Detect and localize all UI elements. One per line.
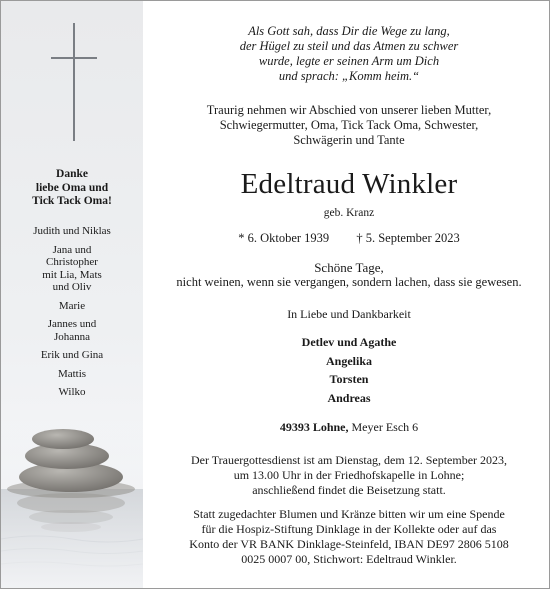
donation-info: Statt zugedachter Blumen und Kränze bitten wir um eine Spende für die Hospiz-Stiftung Dinklage in der Kollekte oder auf das Konto der VR BANK Dinklage-Steinfeld, IBAN DE97 2806 5108 0025 0007 00, Stichwort: Edeltraud Winkler.	[189, 507, 509, 566]
death-date: † 5. September 2023	[356, 231, 460, 245]
list-item: Detlev und Agathe	[301, 335, 397, 349]
list-item: Torsten	[329, 372, 369, 386]
thanks-line: Tick Tack Oma!	[32, 195, 112, 207]
family-list	[147, 333, 550, 407]
list-item: Mattis	[57, 367, 87, 380]
love-line: In Liebe und Dankbarkeit	[287, 307, 411, 321]
list-item: Erik und Gina	[40, 349, 104, 361]
thanks-line: liebe Oma und	[35, 181, 109, 194]
list-item: Jannes und Johanna	[47, 318, 97, 343]
funeral-service-info: Der Trauergottesdienst ist am Dienstag, dem 12. September 2023, um 13.00 Uhr in der Friedhofskapelle in Lohne; anschließend findet die Beisetzung statt.	[190, 453, 508, 497]
address	[147, 420, 550, 435]
address-street: Meyer Esch 6	[348, 420, 419, 434]
poem	[147, 24, 550, 84]
sidebar-panel	[1, 1, 143, 588]
poem-line: und sprach: „Komm heim.“	[278, 69, 420, 83]
address-city: 49393 Lohne,	[279, 420, 349, 434]
stacked-stones-image	[1, 399, 143, 588]
list-item: Andreas	[327, 390, 371, 405]
thanks-heading	[1, 168, 143, 209]
poem-line: Als Gott sah, dass Dir die Wege zu lang,	[248, 24, 450, 38]
grandchildren-list	[1, 225, 143, 405]
list-item: Jana und Christopher mit Lia, Mats und Oliv	[42, 243, 102, 293]
list-item: Judith und Niklas	[33, 225, 111, 237]
quote: Schöne Tage, nicht weinen, wenn sie vergangen, sondern lachen, dass sie gewesen.	[176, 260, 522, 289]
life-dates	[147, 231, 550, 246]
cross-icon	[51, 23, 97, 141]
thanks-line: Danke	[56, 168, 88, 180]
list-item: Angelika	[325, 353, 372, 368]
list-item: Wilko	[58, 386, 86, 398]
birth-date: * 6. Oktober 1939	[238, 231, 330, 245]
intro-text: Traurig nehmen wir Abschied von unserer lieben Mutter, Schwiegermutter, Oma, Tick Tack Oma, Schwester, Schwägerin und Tante	[206, 103, 492, 147]
maiden-name: geb. Kranz	[323, 207, 375, 219]
list-item: Marie	[58, 299, 86, 312]
poem-line: der Hügel zu steil und das Atmen zu schwer	[239, 39, 459, 53]
deceased-name: Edeltraud Winkler	[240, 168, 458, 200]
poem-line: wurde, legte er seinen Arm um Dich	[258, 54, 440, 68]
